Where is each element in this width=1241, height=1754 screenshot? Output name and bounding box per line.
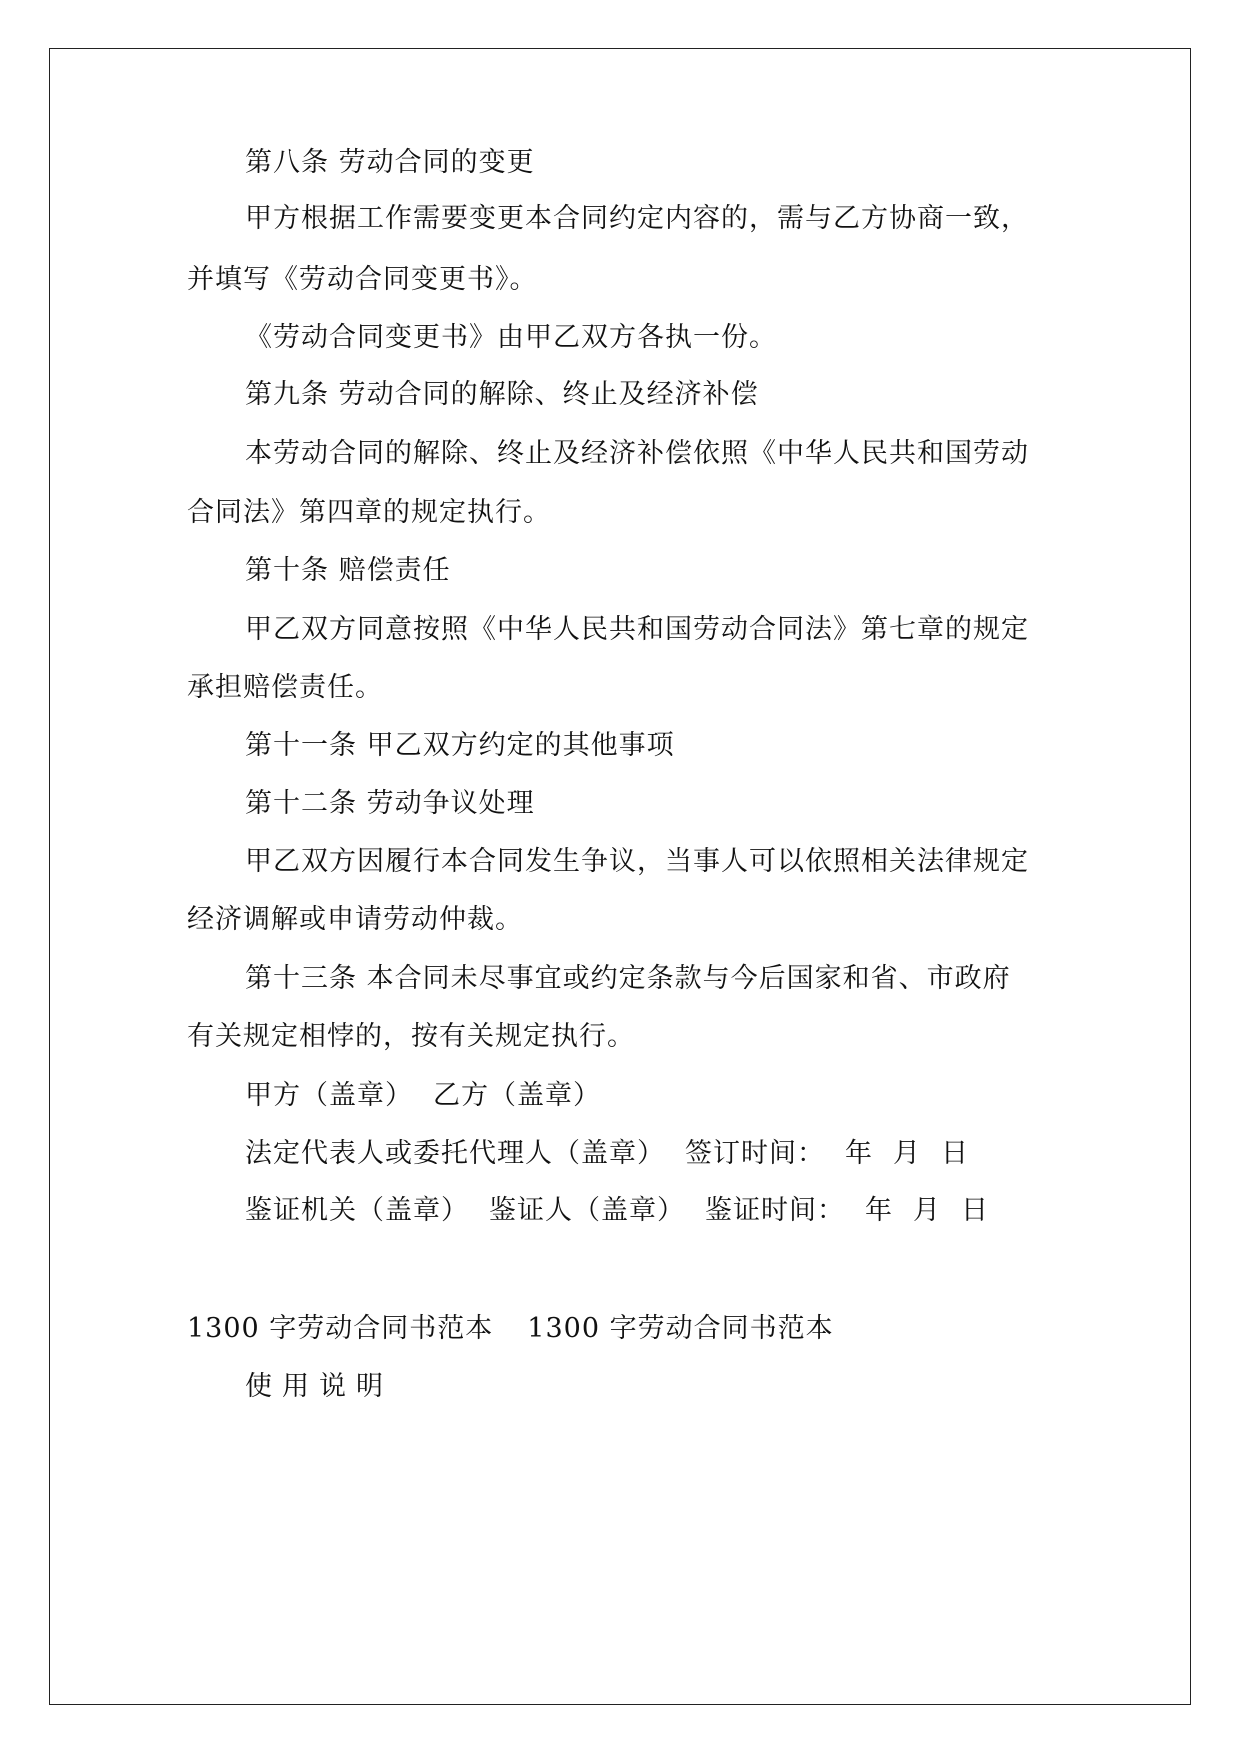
article-12-title: 第十二条 劳动争议处理 bbox=[245, 788, 535, 819]
verification-date-day: 日 bbox=[961, 1195, 989, 1226]
signing-date-label: 签订时间： bbox=[685, 1138, 825, 1169]
article-13-line-1: 第十三条 本合同未尽事宜或约定条款与今后国家和省、市政府 bbox=[245, 963, 1011, 994]
article-9-title: 第九条 劳动合同的解除、终止及经济补偿 bbox=[245, 379, 759, 410]
verification-line bbox=[245, 1193, 989, 1229]
article-13-line-2: 有关规定相悖的，按有关规定执行。 bbox=[187, 1021, 635, 1052]
article-9-paragraph-line-1: 本劳动合同的解除、终止及经济补偿依照《中华人民共和国劳动 bbox=[245, 438, 1029, 469]
article-9-paragraph-line-2: 合同法》第四章的规定执行。 bbox=[187, 497, 551, 528]
article-12-paragraph-line-2: 经济调解或申请劳动仲裁。 bbox=[187, 904, 523, 935]
usage-heading: 使用说明 bbox=[245, 1371, 393, 1402]
representative-seal-label: 法定代表人或委托代理人（盖章） bbox=[245, 1138, 665, 1169]
article-8-paragraph-line-2: 并填写《劳动合同变更书》。 bbox=[187, 264, 538, 295]
signature-representative-line bbox=[245, 1136, 969, 1172]
footer-title-1: 1300 字劳动合同书范本 bbox=[187, 1313, 494, 1344]
article-11-title: 第十一条 甲乙双方约定的其他事项 bbox=[245, 730, 675, 761]
verifier-seal-label: 鉴证人（盖章） bbox=[489, 1195, 685, 1226]
party-a-seal-label: 甲方（盖章） bbox=[245, 1080, 413, 1111]
verification-org-seal-label: 鉴证机关（盖章） bbox=[245, 1195, 469, 1226]
verification-date-year: 年 bbox=[865, 1195, 893, 1226]
article-10-title: 第十条 赔偿责任 bbox=[245, 555, 451, 586]
article-12-paragraph-line-1: 甲乙双方因履行本合同发生争议，当事人可以依照相关法律规定 bbox=[245, 846, 1029, 877]
article-10-paragraph-line-1: 甲乙双方同意按照《中华人民共和国劳动合同法》第七章的规定 bbox=[245, 614, 1029, 645]
party-b-seal-label: 乙方（盖章） bbox=[433, 1080, 601, 1111]
signature-parties-line bbox=[245, 1078, 601, 1114]
article-10-paragraph-line-2: 承担赔偿责任。 bbox=[187, 672, 383, 703]
verification-date-label: 鉴证时间： bbox=[705, 1195, 845, 1226]
footer-title-line bbox=[187, 1311, 834, 1347]
signing-date-month: 月 bbox=[893, 1138, 921, 1169]
verification-date-month: 月 bbox=[913, 1195, 941, 1226]
article-8-paragraph-2: 《劳动合同变更书》由甲乙双方各执一份。 bbox=[245, 322, 777, 353]
signing-date-day: 日 bbox=[941, 1138, 969, 1169]
article-8-paragraph-line-1: 甲方根据工作需要变更本合同约定内容的，需与乙方协商一致， bbox=[245, 203, 1029, 234]
article-8-title: 第八条 劳动合同的变更 bbox=[245, 147, 535, 178]
footer-title-2: 1300 字劳动合同书范本 bbox=[527, 1313, 834, 1344]
signing-date-year: 年 bbox=[845, 1138, 873, 1169]
